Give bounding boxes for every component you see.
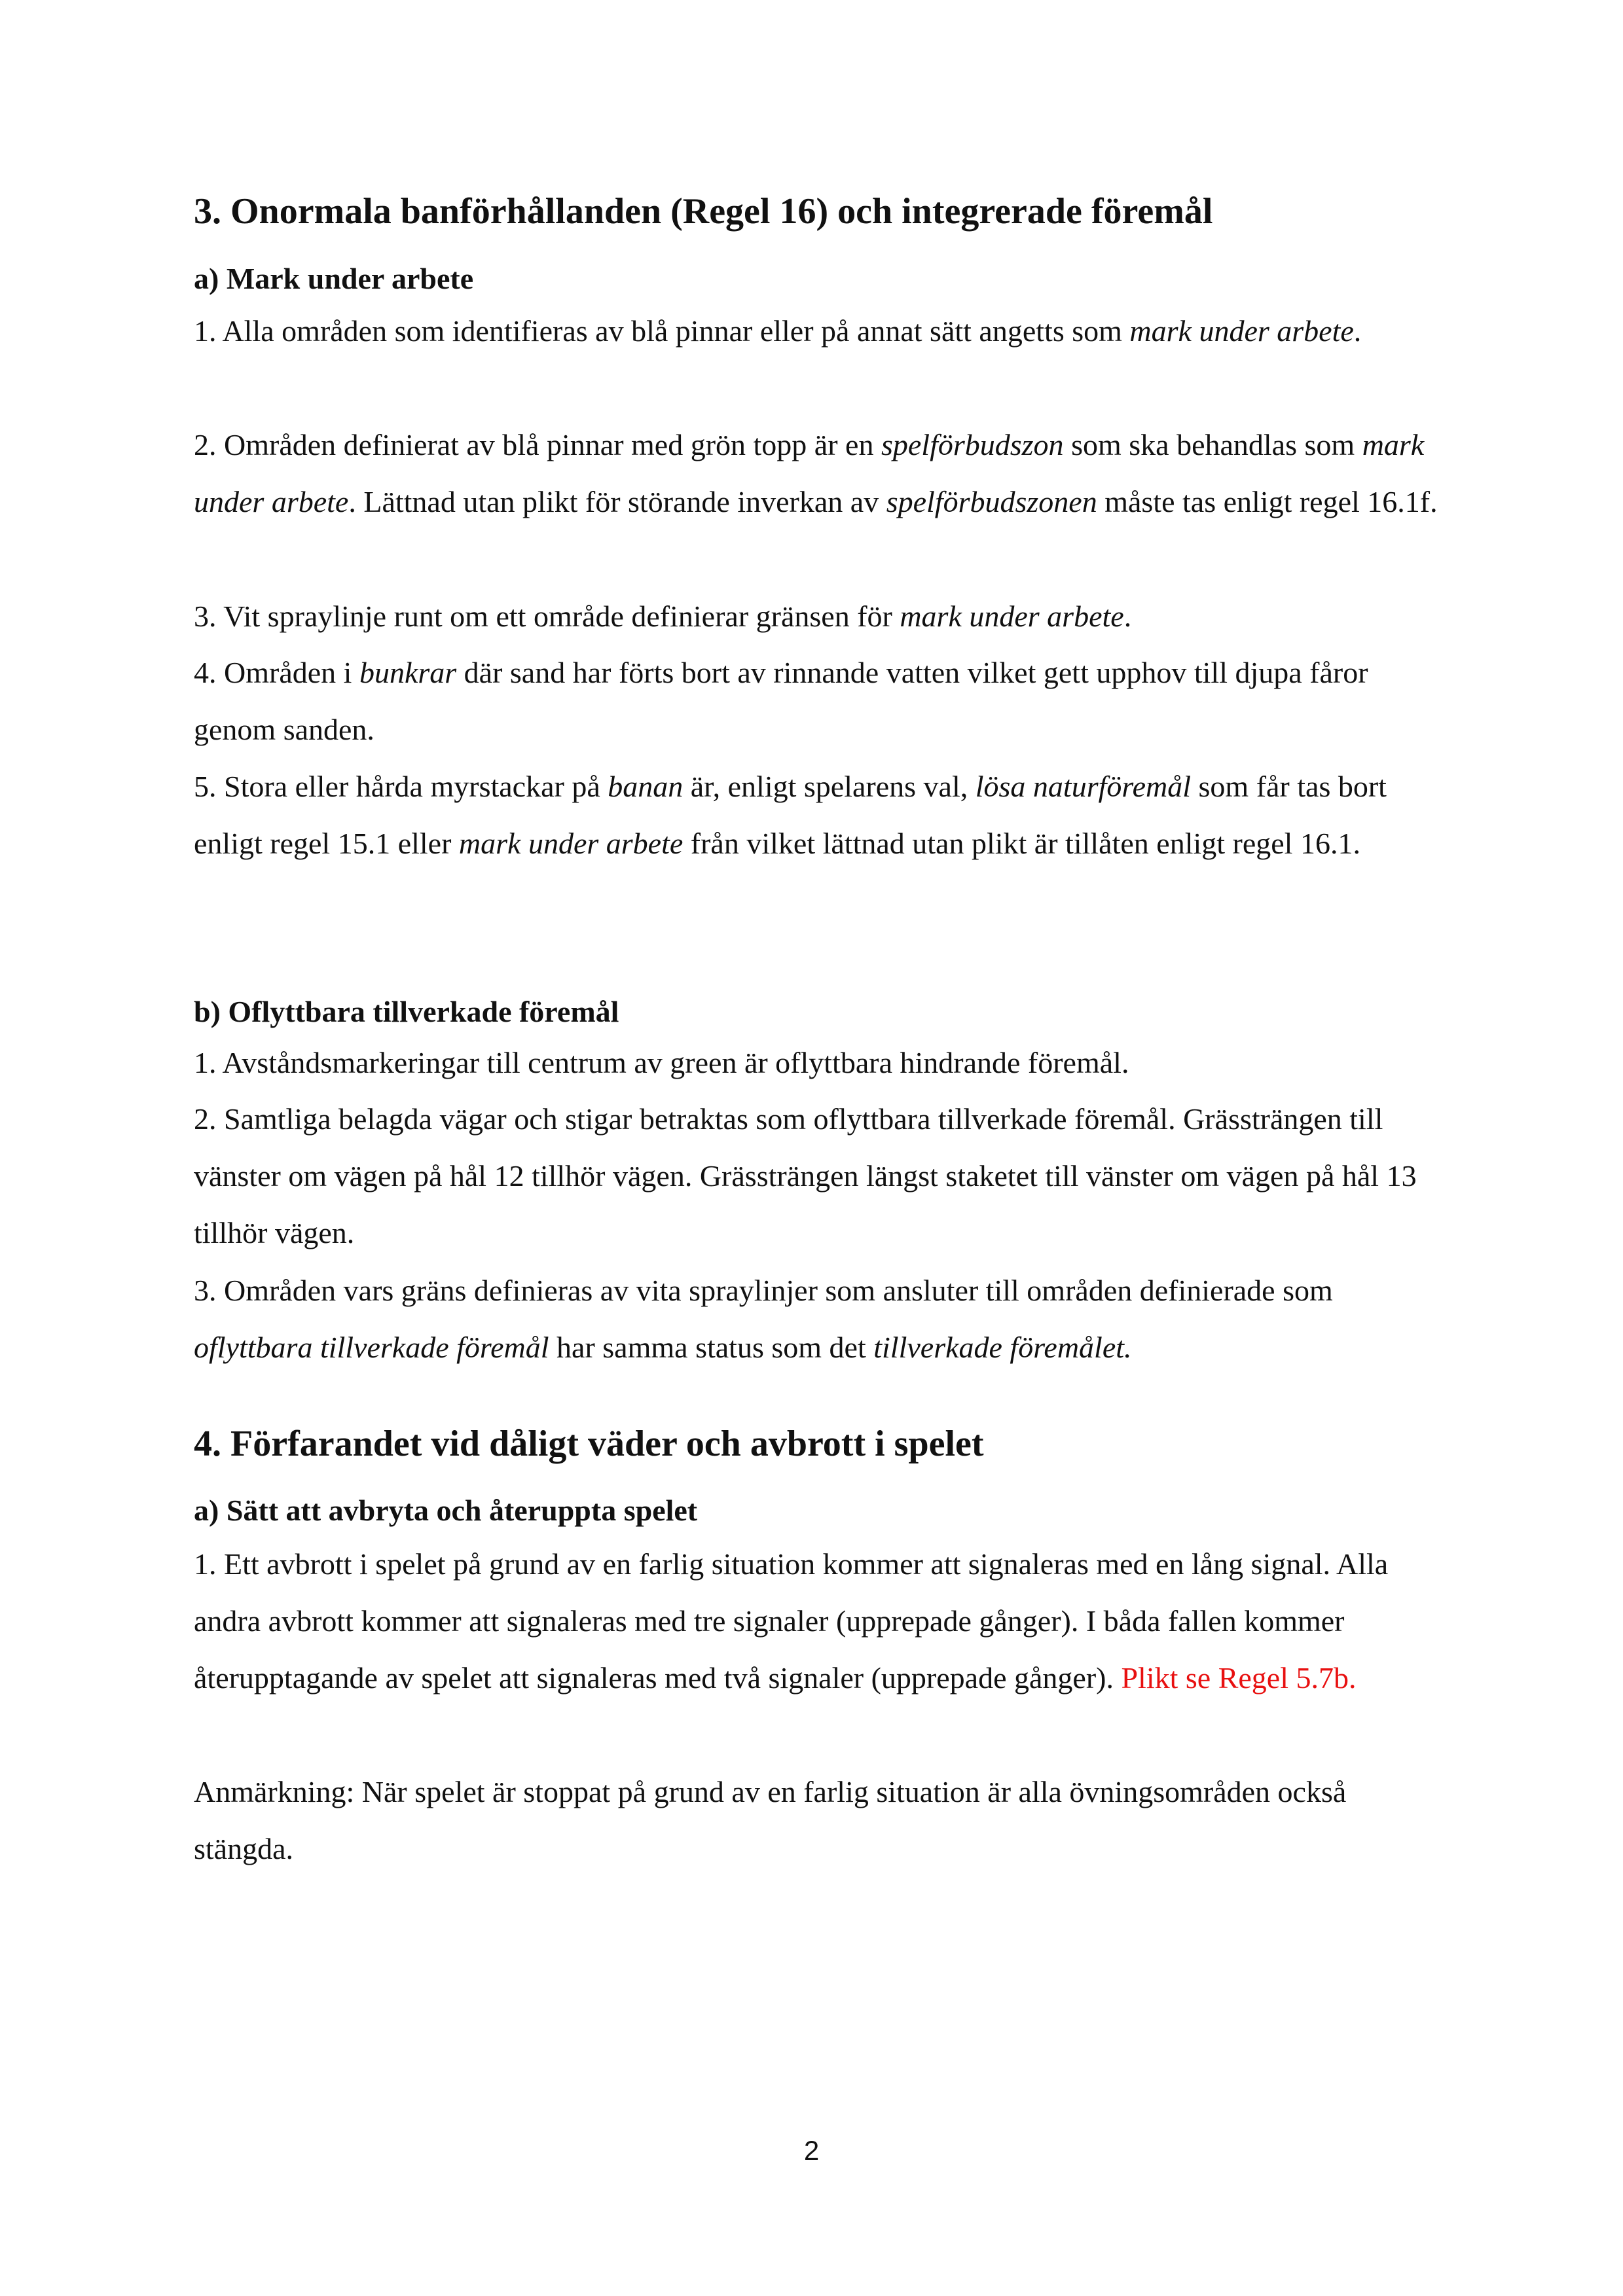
section-3a-paragraph-5: 5. Stora eller hårda myrstackar på banan är, enligt spelarens val, lösa naturföremål som får tas bort enligt regel 15.1 eller mark under arbete från vilket lättnad utan plikt är tillåten enligt regel 16.1. (194, 770, 1387, 860)
section-4-title: 4. Förfarandet vid dåligt väder och avbrott i spelet (194, 1424, 984, 1464)
section-4a-note: Anmärkning: När spelet är stoppat på grund av en farlig situation är alla övningsområden också stängda. (194, 1775, 1347, 1865)
section-3a-paragraph-1: 1. Alla områden som identifieras av blå pinnar eller på annat sätt angetts som mark under arbete. (194, 314, 1362, 348)
section-3-title: 3. Onormala banförhållanden (Regel 16) och integrerade föremål (194, 191, 1213, 232)
section-3b-heading: b) Oflyttbara tillverkade föremål (194, 995, 619, 1028)
section-4a-heading: a) Sätt att avbryta och återuppta spelet (194, 1494, 698, 1527)
page-number: 2 (803, 2135, 820, 2166)
section-3b-paragraph-2: 2. Samtliga belagda vägar och stigar betraktas som oflyttbara tillverkade föremål. Grässträngen till vänster om vägen på hål 12 tillhör vägen. Grässträngen längst staketet till vänster om vägen på hål 13 tillhör vägen. (194, 1102, 1417, 1249)
section-4a-paragraph-1: 1. Ett avbrott i spelet på grund av en farlig situation kommer att signaleras med en lång signal. Alla andra avbrott kommer att signaleras med tre signaler (upprepade gånger). I båda fallen kommer återupptagande av spelet att signaleras med två signaler (upprepade gånger). Plikt se Regel 5.7b. (194, 1547, 1389, 1695)
section-3a-paragraph-3: 3. Vit spraylinje runt om ett område definierar gränsen för mark under arbete. (194, 600, 1132, 633)
section-3b-paragraph-1: 1. Avståndsmarkeringar till centrum av green är oflyttbara hindrande föremål. (194, 1046, 1129, 1079)
section-3a-heading: a) Mark under arbete (194, 262, 474, 295)
penalty-note: Plikt se Regel 5.7b. (1121, 1661, 1357, 1695)
section-3a-paragraph-2: 2. Områden definierat av blå pinnar med grön topp är en spelförbudszon som ska behandlas som mark under arbete. Lättnad utan plikt för störande inverkan av spelförbudszonen måste tas enligt regel 16.1f. (194, 428, 1438, 518)
section-3a-paragraph-4: 4. Områden i bunkrar där sand har förts bort av rinnande vatten vilket gett upphov till djupa fåror genom sanden. (194, 656, 1368, 746)
section-3b-paragraph-3: 3. Områden vars gräns definieras av vita spraylinjer som ansluter till områden definierade som oflyttbara tillverkade föremål har samma status som det tillverkade föremålet. (194, 1274, 1333, 1364)
